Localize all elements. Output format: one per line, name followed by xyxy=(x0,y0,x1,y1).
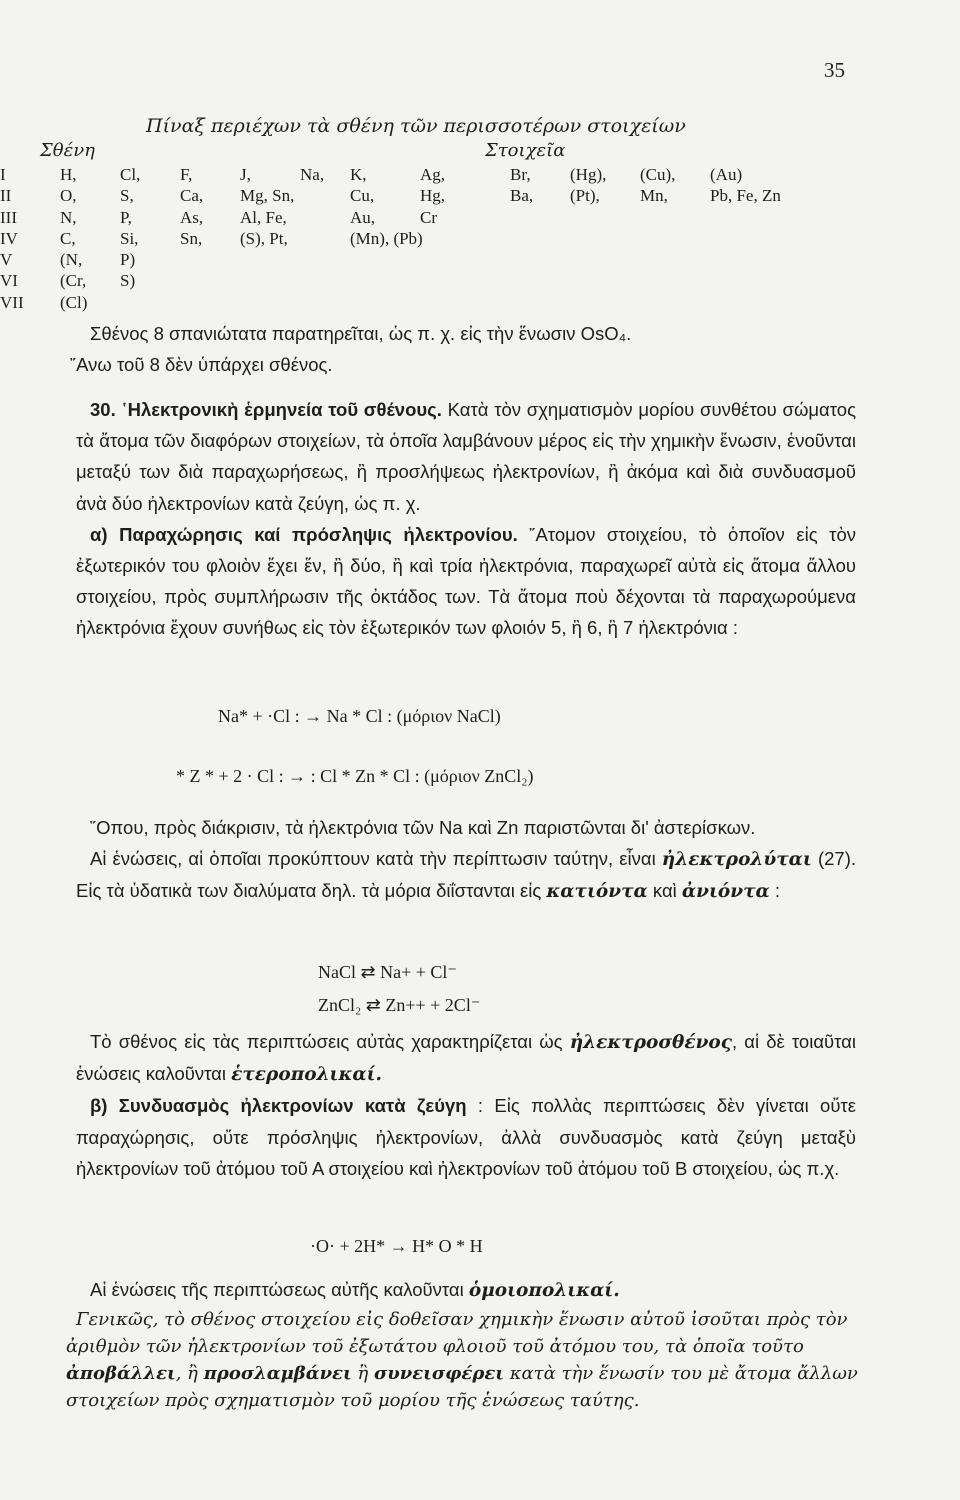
element-symbol: Na, xyxy=(300,165,325,184)
valence-label: VI xyxy=(0,271,18,291)
element-symbol: F, xyxy=(180,165,193,184)
term-cations: κατιόντα xyxy=(546,881,648,903)
general-text-1: Γενικῶς, τὸ σθένος στοιχείου εἰς δοθεῖσαν χημικὴν ἕνωσιν αὐτοῦ ἰσοῦται πρὸς τὸν ἀριθμὸν τῶν ἠλεκτρονίων τοῦ ἐξωτάτου φλοιοῦ τοῦ ἀτόμου του, τὰ ὁποῖα τοῦτο xyxy=(66,1309,848,1357)
subsection-b-body: : Εἰς πολλὰς περιπτώσεις δὲν γίνεται οὔτε παραχώρησις, οὔτε πρόσληψις ἠλεκτρονίων, ἀλλὰ συνδυασμὸς κατὰ ζεύγη μεταξὺ ἠλεκτρονίων τοῦ ἀτόμου τοῦ Α στοιχείου καὶ ἠλεκτρονίων τοῦ ἀτόμου τοῦ Β στοιχείου, ὡς π.χ. xyxy=(76,1095,856,1179)
page-number: 35 xyxy=(824,58,845,82)
term-gains: προσλαμβάνει xyxy=(203,1363,352,1384)
equation-nacl-formation: Na* + ·Cl : → Na * Cl : (μόριον NaCl) xyxy=(218,706,501,726)
element-symbol: As, xyxy=(180,207,204,227)
term-electrolytes: ἠλεκτρολύται xyxy=(661,849,812,871)
valence-label: III xyxy=(0,207,17,227)
element-symbol: O, xyxy=(60,186,77,206)
element-symbol: (Pt), xyxy=(570,186,600,206)
table-header-valence: Σθένη xyxy=(40,140,95,161)
table-row xyxy=(0,249,890,270)
section-30-body: Κατὰ τὸν σχηματισμὸν μορίου συνθέτου σώματος τὰ ἄτομα τῶν διαφόρων στοιχείων, τὰ ὁποῖα λαμβάνουν μέρος εἰς τὴν χημικὴν ἕνωσιν, ἑνοῦνται μεταξύ των διὰ παραχωρήσεως, ἢ προσλήψεως ἠλεκτρονίων, ἢ ἀκόμα καὶ διὰ συνδυασμοῦ ἀνὰ δύο ἠλεκτρονίων κατὰ ζεύγη, ὡς π. χ. xyxy=(76,399,856,514)
homo-text: Αἱ ἑνώσεις τῆς περιπτώσεως αὐτῆς καλοῦνται xyxy=(90,1279,469,1300)
after-equation-note: ῞Οπου, πρὸς διάκρισιν, τὰ ἠλεκτρόνια τῶν Na καὶ Zn παριστῶνται δι' ἀστερίσκων. xyxy=(90,817,756,838)
valence-label: I xyxy=(0,165,6,184)
element-symbol: Pb, Fe, Zn xyxy=(710,186,781,206)
table-row xyxy=(0,228,890,249)
valence-label: V xyxy=(0,250,13,270)
term-anions: ἀνιόντα xyxy=(681,881,770,903)
element-symbol: N, xyxy=(60,207,77,227)
element-symbol: C, xyxy=(60,228,76,248)
element-symbol: P) xyxy=(120,250,136,270)
term-shares: συνεισφέρει xyxy=(373,1363,504,1384)
ionic-paragraph xyxy=(76,812,856,908)
valence-notes xyxy=(70,318,856,380)
subsection-a-body: ῎Ατομον στοιχείου, τὸ ὁποῖον εἰς τὸν ἐξωτερικόν του φλοιὸν ἔχει ἕν, ἢ δύο, ἢ καὶ τρία ἠλεκτρόνια, παραχωρεῖ αὐτὰ εἰς ἄτομα ἄλλου στοιχείου, πρὸς συμπλήρωσιν τῆς ὀκτάδος των. Τὰ ἄτομα ποὺ δέχονται τὰ παραχωρούμενα ἠλεκτρόνια ἔχουν συνήθως εἰς τὸν ἐξωτερικόν των φλοιόν 5, ἢ 6, ἢ 7 ἠλεκτρόνια : xyxy=(76,523,857,639)
general-valence-paragraph xyxy=(66,1306,866,1414)
term-homopolar: ὁμοιοπολικαί. xyxy=(468,1280,620,1301)
valence-table xyxy=(0,164,890,313)
element-symbol: (Cu), xyxy=(640,165,676,184)
element-symbol: Ca, xyxy=(180,186,204,206)
element-symbol: (Cr, xyxy=(60,271,87,291)
subsection-a-title: α) Παραχώρησις καί πρόσληψις ἠλεκτρονίου. xyxy=(90,523,518,545)
element-symbol: H, xyxy=(60,165,77,184)
valence-note-2: ῎Ανω τοῦ 8 δὲν ὑπάρχει σθένος. xyxy=(70,354,333,376)
equation-water-formation: ·O· + 2H* → H* O * H xyxy=(310,1236,483,1256)
element-symbol: P, xyxy=(120,207,132,227)
table-header-elements: Στοιχεῖα xyxy=(485,140,566,161)
table-caption: Πίναξ περιέχων τὰ σθένη τῶν περισσοτέρων στοιχείων xyxy=(146,115,686,137)
element-symbol: (Cl) xyxy=(60,292,88,312)
table-row xyxy=(0,185,890,206)
equation-nacl-dissociation: NaCl ⇄ Na+ + Cl⁻ xyxy=(318,962,457,982)
element-symbol: Au, xyxy=(350,207,376,227)
general-text-3: ἢ xyxy=(351,1363,374,1384)
element-symbol: S) xyxy=(120,271,136,291)
hetero-text-1: Τὸ σθένος εἰς τὰς περιπτώσεις αὐτὰς χαρακτηρίζεται ὡς xyxy=(90,1031,570,1052)
general-text-2: , ἢ xyxy=(175,1363,204,1384)
element-symbol: Mg, Sn, xyxy=(240,186,295,206)
element-symbol: K, xyxy=(350,165,367,184)
element-symbol: Cu, xyxy=(350,186,375,206)
element-symbol: Ba, xyxy=(510,186,534,206)
element-symbol: Hg, xyxy=(420,186,446,206)
element-symbol: Al, Fe, xyxy=(240,207,287,227)
valence-label: IV xyxy=(0,228,18,248)
table-row xyxy=(0,270,890,291)
valence-label: VII xyxy=(0,292,24,312)
table-row xyxy=(0,207,890,228)
element-symbol: Mn, xyxy=(640,186,668,206)
table-row xyxy=(0,292,890,313)
valence-label: II xyxy=(0,186,12,206)
equation-zncl2-formation: * Z * + 2 · Cl : → : Cl * Zn * Cl : (μόριον ZnCl₂) xyxy=(176,766,534,786)
hetero-text-2: , αἱ δὲ τοιαῦται ἑνώσεις καλοῦνται xyxy=(76,1031,856,1085)
term-heteropolar: ἑτεροπολικαί. xyxy=(231,1064,382,1086)
general-text-4: κατὰ τὴν ἕνωσίν του μὲ ἄτομα ἄλλων στοιχείων πρὸς σχηματισμὸν τοῦ μορίου τῆς ἑνώσεως ταύτης. xyxy=(66,1363,858,1411)
subsection-b-title: β) Συνδυασμὸς ἠλεκτρονίων κατὰ ζεύγη xyxy=(90,1095,467,1117)
ionic-text-4: : xyxy=(769,880,781,902)
element-symbol: (N, xyxy=(60,250,83,270)
equation-zncl2-dissociation: ZnCl₂ ⇄ Zn++ + 2Cl⁻ xyxy=(318,995,481,1015)
element-symbol: (Mn), (Pb) xyxy=(350,228,423,248)
ionic-text-1: Αἱ ἑνώσεις, αἱ ὁποῖαι προκύπτουν κατὰ τὴν περίπτωσιν ταύτην, εἶναι xyxy=(90,848,656,870)
element-symbol: Si, xyxy=(120,228,139,248)
element-symbol: (Hg), xyxy=(570,165,607,184)
element-symbol: J, xyxy=(240,165,251,184)
hetero-paragraph xyxy=(76,1026,856,1184)
term-electrovalence: ἠλεκτροσθένος xyxy=(569,1032,733,1053)
element-symbol: (Au) xyxy=(710,165,743,184)
element-symbol: Sn, xyxy=(180,228,203,248)
element-symbol: Cl, xyxy=(120,165,141,184)
element-symbol: (S), Pt, xyxy=(240,228,288,248)
term-loses: ἀποβάλλει xyxy=(66,1363,176,1384)
element-symbol: Ag, xyxy=(420,165,446,184)
element-symbol: S, xyxy=(120,186,134,206)
element-symbol: Br, xyxy=(510,165,531,184)
section-30 xyxy=(76,394,856,644)
table-row xyxy=(0,164,890,185)
valence-note-1: Σθένος 8 σπανιώτατα παρατηρεῖται, ὡς π. χ. εἰς τὴν ἕνωσιν OsO₄. xyxy=(90,323,632,344)
element-symbol: Cr xyxy=(420,207,437,227)
ionic-text-2: (27). Εἰς τὰ ὑδατικὰ των διαλύματα δηλ. τὰ μόρια διΐστανται εἰς xyxy=(76,848,856,902)
ionic-text-3: καὶ xyxy=(647,880,682,902)
homo-paragraph xyxy=(76,1274,856,1306)
section-30-title: 30. ῾Ηλεκτρονικὴ ἑρμηνεία τοῦ σθένους. xyxy=(90,399,442,420)
